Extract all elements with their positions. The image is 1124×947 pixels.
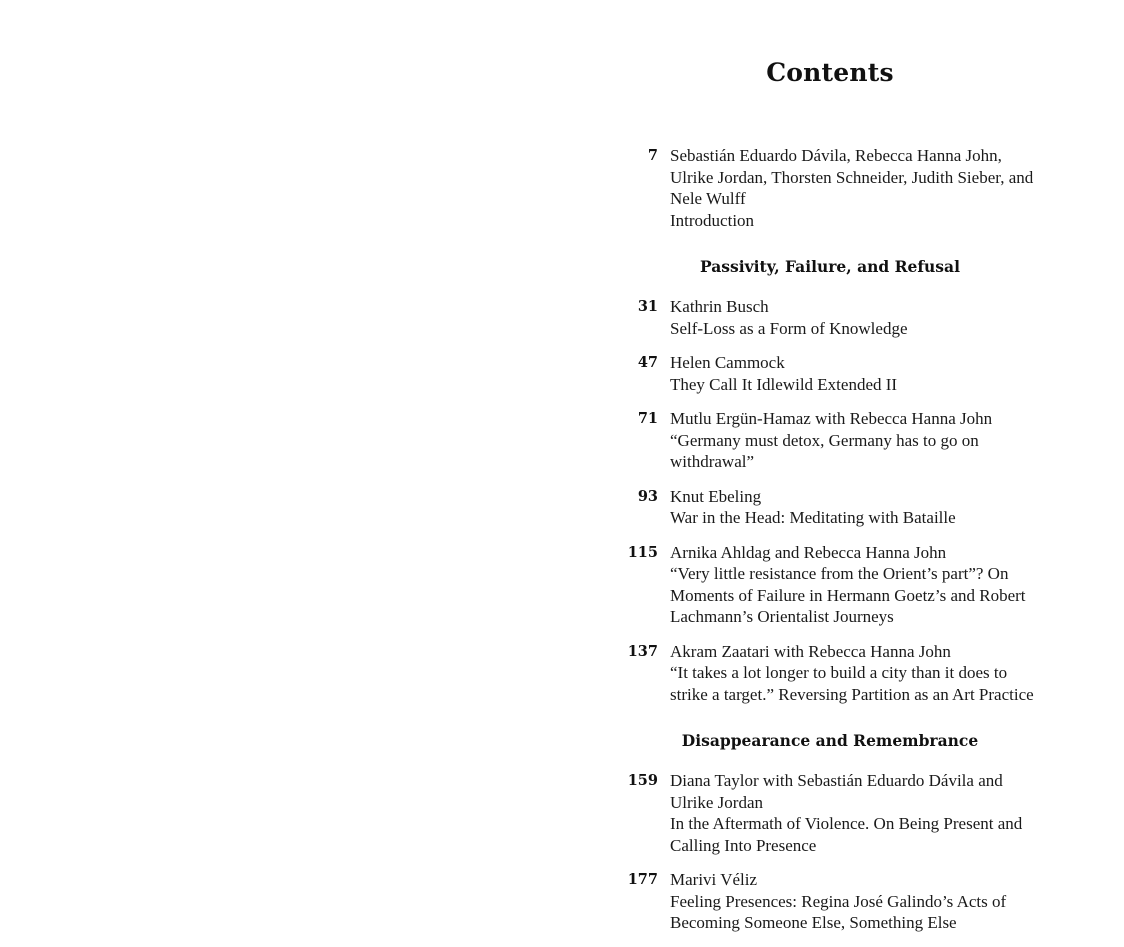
toc-entry-body — [670, 408, 1040, 473]
toc-entry[interactable] — [620, 296, 1040, 339]
toc-entry-title: Self-Loss as a Form of Knowledge — [670, 318, 908, 338]
toc-entry[interactable] — [620, 486, 1040, 529]
toc-entry-title: War in the Head: Meditating with Bataille — [670, 508, 956, 527]
toc-entry-body — [670, 352, 1040, 395]
toc-entry-page-number: 47 — [637, 354, 658, 371]
toc-entry-author: Marivi Véliz — [670, 870, 758, 889]
toc-entry[interactable] — [620, 869, 1040, 934]
toc-entry-page-number: 93 — [637, 487, 658, 505]
toc-entry-body — [670, 145, 1040, 231]
toc-entry-page-number: 177 — [627, 871, 658, 888]
toc-entry-author: Diana Taylor with Sebastián Eduardo Dávila and Ulrike Jordan — [670, 771, 1003, 812]
toc-section-heading: Passivity, Failure, and Refusal — [700, 257, 960, 276]
toc-entry-title: Feeling Presences: Regina José Galindo’s Acts of Becoming Someone Else, Something Else — [670, 891, 1007, 932]
toc-entry-body — [670, 296, 1040, 339]
toc-entry-author: Akram Zaatari with Rebecca Hanna John — [670, 641, 951, 661]
toc-list — [620, 145, 1040, 934]
toc-entry[interactable] — [620, 145, 1040, 231]
toc-entry[interactable] — [620, 408, 1040, 473]
table-of-contents — [620, 58, 1040, 947]
page-title: Contents — [766, 58, 894, 87]
toc-entry-title: “Very little resistance from the Orient’s part”? On Moments of Failure in Hermann Goetz’s and Robert Lachmann’s Orientalist Journeys — [670, 564, 1026, 626]
toc-entry-title: “It takes a lot longer to build a city than it does to strike a target.” Reversing Partition as an Art Practice — [670, 663, 1034, 704]
toc-entry-title: They Call It Idlewild Extended II — [670, 374, 898, 394]
toc-entry-page-number: 137 — [627, 642, 658, 660]
toc-entry-body — [670, 486, 1040, 529]
toc-entry-author: Kathrin Busch — [670, 297, 769, 316]
toc-entry[interactable] — [620, 352, 1040, 395]
toc-entry-title: “Germany must detox, Germany has to go on withdrawal” — [670, 430, 979, 471]
toc-entry-page-number: 7 — [647, 147, 658, 164]
toc-entry-page-number: 31 — [637, 298, 658, 315]
toc-entry[interactable] — [620, 641, 1040, 706]
toc-entry-author: Sebastián Eduardo Dávila, Rebecca Hanna John, Ulrike Jordan, Thorsten Schneider, Judith Sieber, and Nele Wulff — [670, 146, 1034, 208]
toc-entry[interactable] — [620, 542, 1040, 628]
toc-entry-body — [670, 869, 1040, 934]
toc-entry-author: Knut Ebeling — [670, 486, 762, 506]
toc-entry-title: In the Aftermath of Violence. On Being Present and Calling Into Presence — [670, 814, 1023, 855]
toc-entry-page-number: 115 — [627, 543, 658, 561]
toc-entry-author: Helen Cammock — [670, 353, 785, 372]
toc-entry-body — [670, 770, 1040, 856]
toc-entry-body — [670, 641, 1040, 706]
toc-entry-title: Introduction — [670, 210, 755, 230]
toc-entry-page-number: 71 — [637, 410, 658, 427]
toc-section-heading: Disappearance and Remembrance — [681, 731, 979, 750]
toc-entry-author: Arnika Ahldag and Rebecca Hanna John — [670, 542, 947, 562]
toc-entry-page-number: 159 — [627, 772, 658, 789]
toc-entry[interactable] — [620, 770, 1040, 856]
toc-entry-author: Mutlu Ergün-Hamaz with Rebecca Hanna John — [670, 409, 993, 428]
toc-entry-body — [670, 542, 1040, 628]
